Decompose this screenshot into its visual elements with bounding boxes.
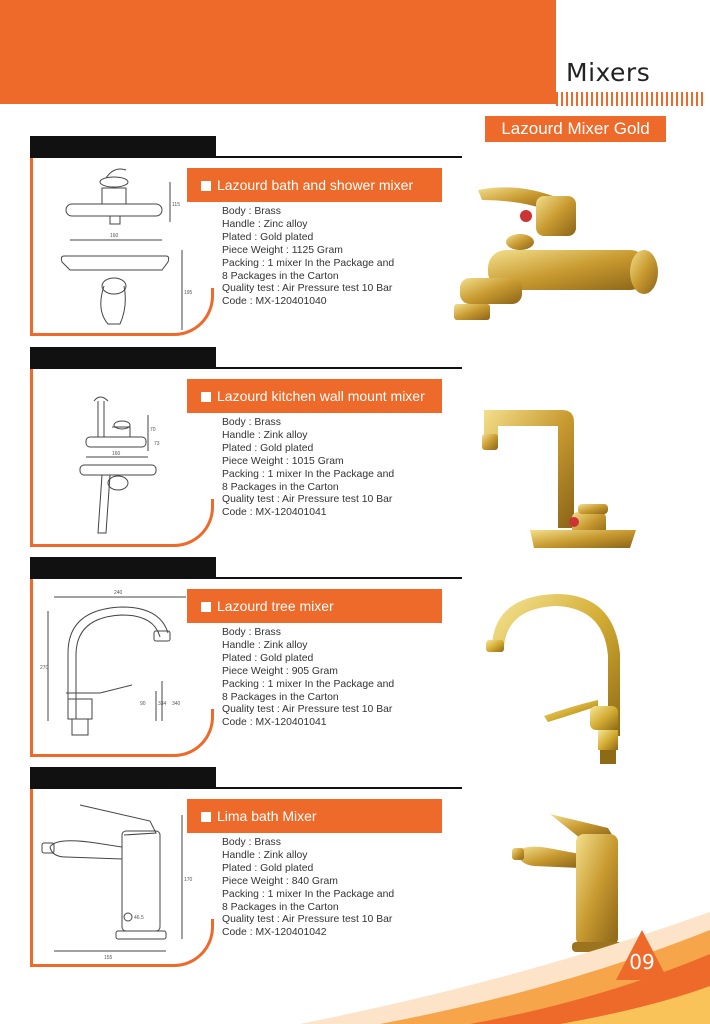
spec-line: Code : MX-120401041 xyxy=(222,717,327,729)
spec-line: Body : Brass xyxy=(222,837,281,848)
page-number: 09 xyxy=(629,950,655,974)
product-photo-tree-mixer xyxy=(482,588,632,778)
product-specs xyxy=(222,206,394,309)
spec-line: Quality test : Air Pressure test 10 Bar xyxy=(222,283,393,295)
product-name-bar xyxy=(187,168,442,202)
spec-line: Piece Weight : 905 Gram xyxy=(222,665,338,677)
spec-line: Handle : Zinc alloy xyxy=(222,218,308,230)
dim-label: 115 xyxy=(172,202,180,208)
spec-line: Packing : 1 mixer In the Package and xyxy=(222,468,395,480)
card-rule xyxy=(216,367,462,369)
header-orange-banner xyxy=(0,0,556,104)
spec-line: Handle : Zink alloy xyxy=(222,429,308,441)
spec-line: 8 Packages in the Carton xyxy=(222,691,339,703)
card-rule xyxy=(216,787,462,789)
product-photo-kitchen-wall-mixer xyxy=(476,400,646,560)
dim-label: 334 xyxy=(158,701,167,707)
card-rule xyxy=(216,156,462,158)
dim-label: 70 xyxy=(150,427,156,433)
card-tab xyxy=(30,136,216,158)
spec-line: Packing : 1 mixer In the Package and xyxy=(222,888,395,900)
card-rule xyxy=(216,577,462,579)
spec-line: Body : Brass xyxy=(222,206,281,217)
spec-line: 8 Packages in the Carton xyxy=(222,270,339,282)
dim-label: 160 xyxy=(110,233,119,239)
product-name: Lazourd kitchen wall mount mixer xyxy=(217,388,425,404)
dim-label: 46.5 xyxy=(134,915,144,921)
page-number-badge xyxy=(614,928,670,984)
spec-line: Handle : Zink alloy xyxy=(222,849,308,861)
spec-line: Plated : Gold plated xyxy=(222,231,314,243)
spec-line: Quality test : Air Pressure test 10 Bar xyxy=(222,494,393,506)
dim-label: 195 xyxy=(184,290,193,296)
card-tab xyxy=(30,767,216,789)
dim-label: 240 xyxy=(114,590,123,596)
dim-label: 73 xyxy=(154,441,160,447)
spec-line: Piece Weight : 1125 Gram xyxy=(222,244,343,256)
spec-line: Plated : Gold plated xyxy=(222,442,314,454)
technical-drawing-bath-shower-mixer xyxy=(36,160,212,332)
technical-drawing-kitchen-wall-mixer xyxy=(36,371,212,543)
dim-label: 160 xyxy=(112,451,121,457)
spec-line: 8 Packages in the Carton xyxy=(222,481,339,493)
product-specs xyxy=(222,417,394,520)
product-name-bar xyxy=(187,589,442,623)
product-name-bar xyxy=(187,799,442,833)
spec-line: Code : MX-120401041 xyxy=(222,507,327,519)
product-specs xyxy=(222,627,394,730)
header-tick-rule xyxy=(556,92,706,106)
product-name: Lazourd tree mixer xyxy=(217,598,334,614)
product-name: Lazourd bath and shower mixer xyxy=(217,177,414,193)
product-name-bar xyxy=(187,379,442,413)
spec-line: Body : Brass xyxy=(222,627,281,638)
dim-label: 270 xyxy=(40,665,49,671)
spec-line: Code : MX-120401042 xyxy=(222,927,327,939)
section-title: Mixers xyxy=(566,58,651,87)
spec-line: Piece Weight : 1015 Gram xyxy=(222,455,344,467)
spec-line: Packing : 1 mixer In the Package and xyxy=(222,257,395,269)
spec-line: Piece Weight : 840 Gram xyxy=(222,875,338,887)
spec-line: Plated : Gold plated xyxy=(222,652,314,664)
spec-line: Plated : Gold plated xyxy=(222,862,314,874)
card-tab xyxy=(30,347,216,369)
collection-badge: Lazourd Mixer Gold xyxy=(485,116,666,142)
card-tab xyxy=(30,557,216,579)
spec-line: Quality test : Air Pressure test 10 Bar xyxy=(222,914,393,926)
spec-line: Packing : 1 mixer In the Package and xyxy=(222,678,395,690)
product-photo-bath-shower-mixer xyxy=(448,182,673,327)
dim-label: 155 xyxy=(104,955,113,961)
dim-label: 170 xyxy=(184,877,193,883)
footer-wave-decoration xyxy=(0,890,710,1024)
spec-line: Quality test : Air Pressure test 10 Bar xyxy=(222,704,393,716)
spec-line: 8 Packages in the Carton xyxy=(222,901,339,913)
spec-line: Body : Brass xyxy=(222,417,281,428)
technical-drawing-tree-mixer xyxy=(36,581,212,753)
spec-line: Code : MX-120401040 xyxy=(222,296,327,308)
dim-label: 90 xyxy=(140,701,146,707)
spec-line: Handle : Zink alloy xyxy=(222,639,308,651)
product-name: Lima bath Mixer xyxy=(217,808,317,824)
dim-label: 340 xyxy=(172,701,181,707)
